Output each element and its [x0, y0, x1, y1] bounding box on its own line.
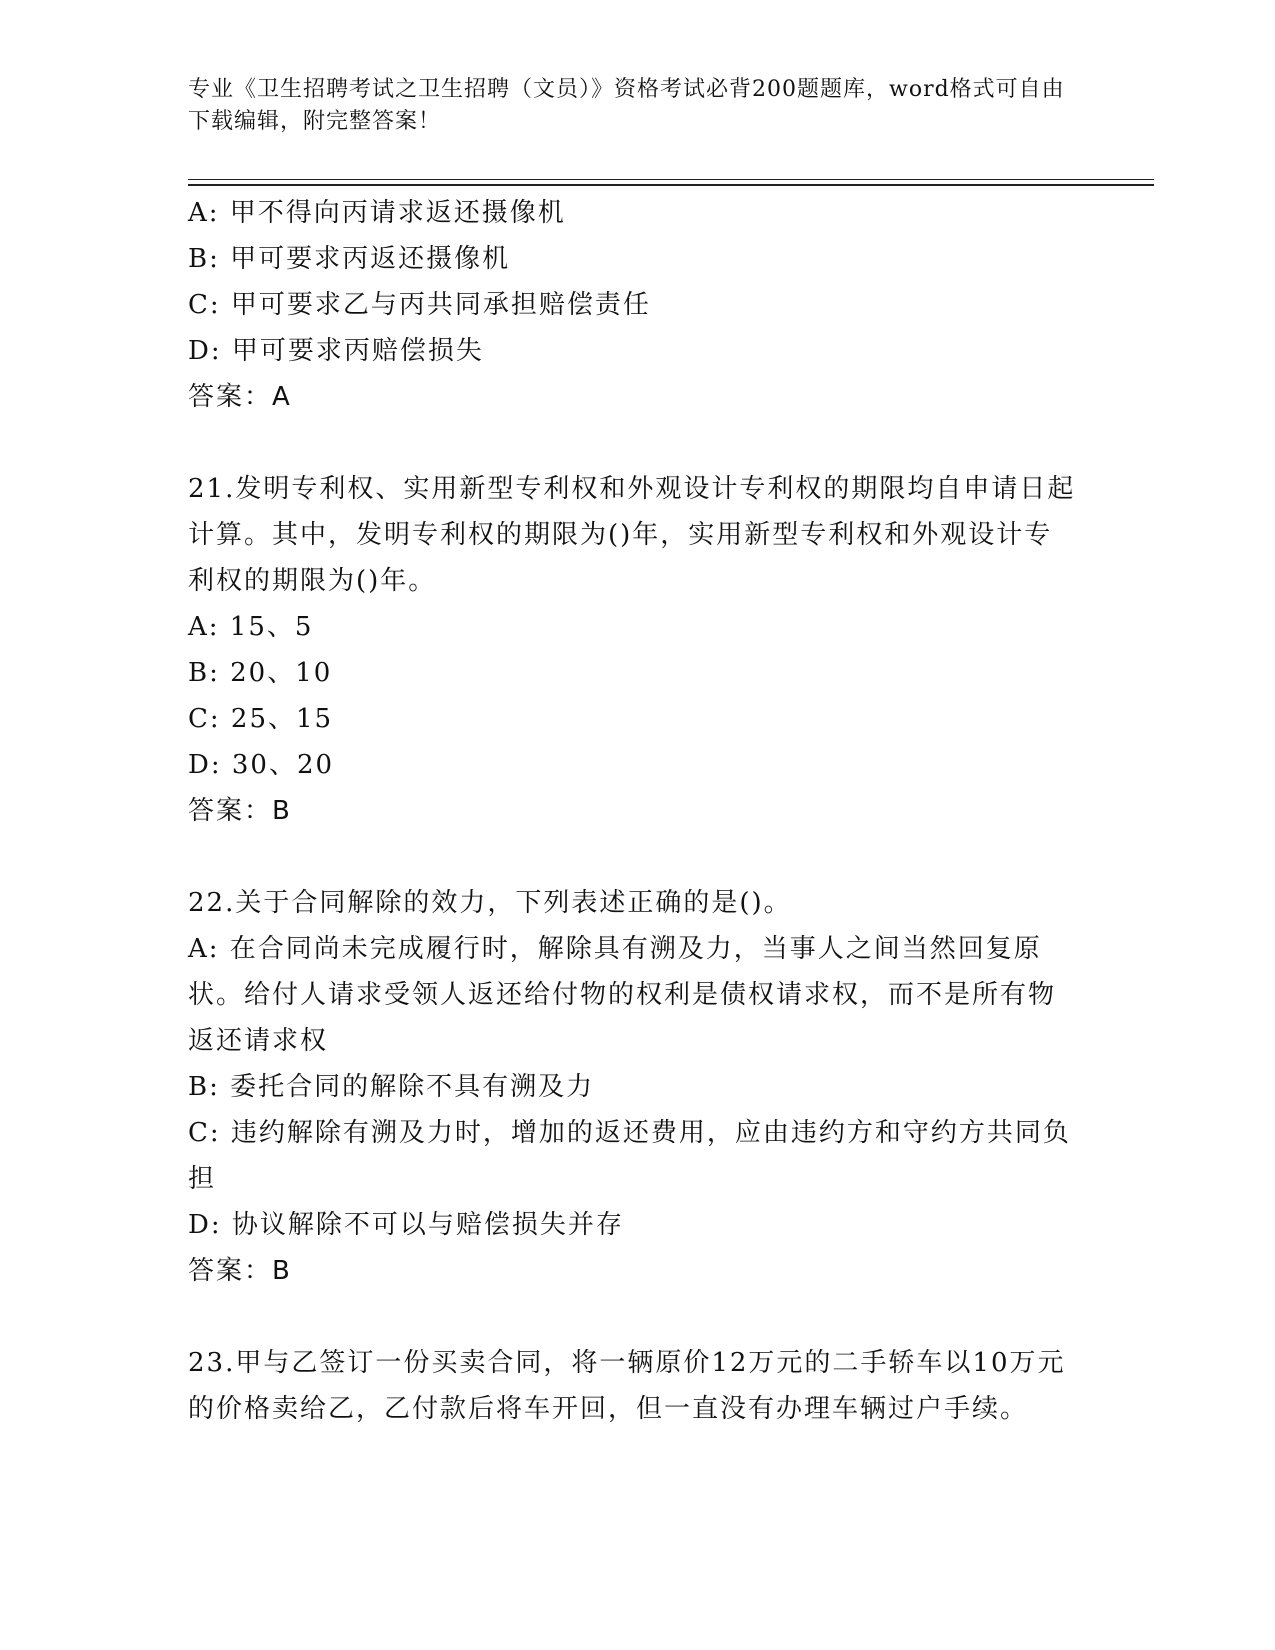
option-b: B: 甲可要求丙返还摄像机	[188, 244, 511, 274]
question-text: 23.甲与乙签订一份买卖合同，将一辆原价12万元的二手轿车以10万元的价格卖给乙，乙付款后将车开回，但一直没有办理车辆过户手续。	[188, 1348, 1066, 1424]
option-a: A: 甲不得向丙请求返还摄像机	[188, 198, 566, 228]
header-rule-thick	[188, 184, 1154, 186]
option-c: C: 甲可要求乙与丙共同承担赔偿责任	[188, 290, 651, 320]
question-20-block	[188, 190, 1078, 420]
question-text: 21.发明专利权、实用新型专利权和外观设计专利权的期限均自申请日起计算。其中，发明专利权的期限为()年，实用新型专利权和外观设计专利权的期限为()年。	[188, 474, 1076, 596]
option-c: C: 违约解除有溯及力时，增加的返还费用，应由违约方和守约方共同负担	[188, 1118, 1071, 1194]
option-a: A: 15、5	[188, 612, 314, 642]
question-22-block	[188, 880, 1078, 1294]
document-header	[188, 74, 1068, 138]
answer-label: 答案：B	[188, 1256, 292, 1286]
question-23-block	[188, 1340, 1078, 1432]
header-rule-thin	[188, 179, 1154, 180]
option-b: B: 20、10	[188, 658, 333, 688]
answer-label: 答案：A	[188, 382, 292, 412]
question-content	[188, 190, 1078, 1432]
option-d: D: 协议解除不可以与赔偿损失并存	[188, 1210, 624, 1240]
question-text: 22.关于合同解除的效力，下列表述正确的是()。	[188, 888, 792, 918]
option-b: B: 委托合同的解除不具有溯及力	[188, 1072, 595, 1102]
option-d: D: 甲可要求丙赔偿损失	[188, 336, 484, 366]
question-21-block	[188, 466, 1078, 834]
option-d: D: 30、20	[188, 750, 335, 780]
answer-label: 答案：B	[188, 796, 292, 826]
option-c: C: 25、15	[188, 704, 334, 734]
option-a: A: 在合同尚未完成履行时，解除具有溯及力，当事人之间当然回复原状。给付人请求受领人返还给付物的权利是债权请求权，而不是所有物返还请求权	[188, 934, 1057, 1056]
header-title: 专业《卫生招聘考试之卫生招聘（文员）》资格考试必背200题题库，word格式可自由下载编辑，附完整答案！	[188, 77, 1065, 134]
